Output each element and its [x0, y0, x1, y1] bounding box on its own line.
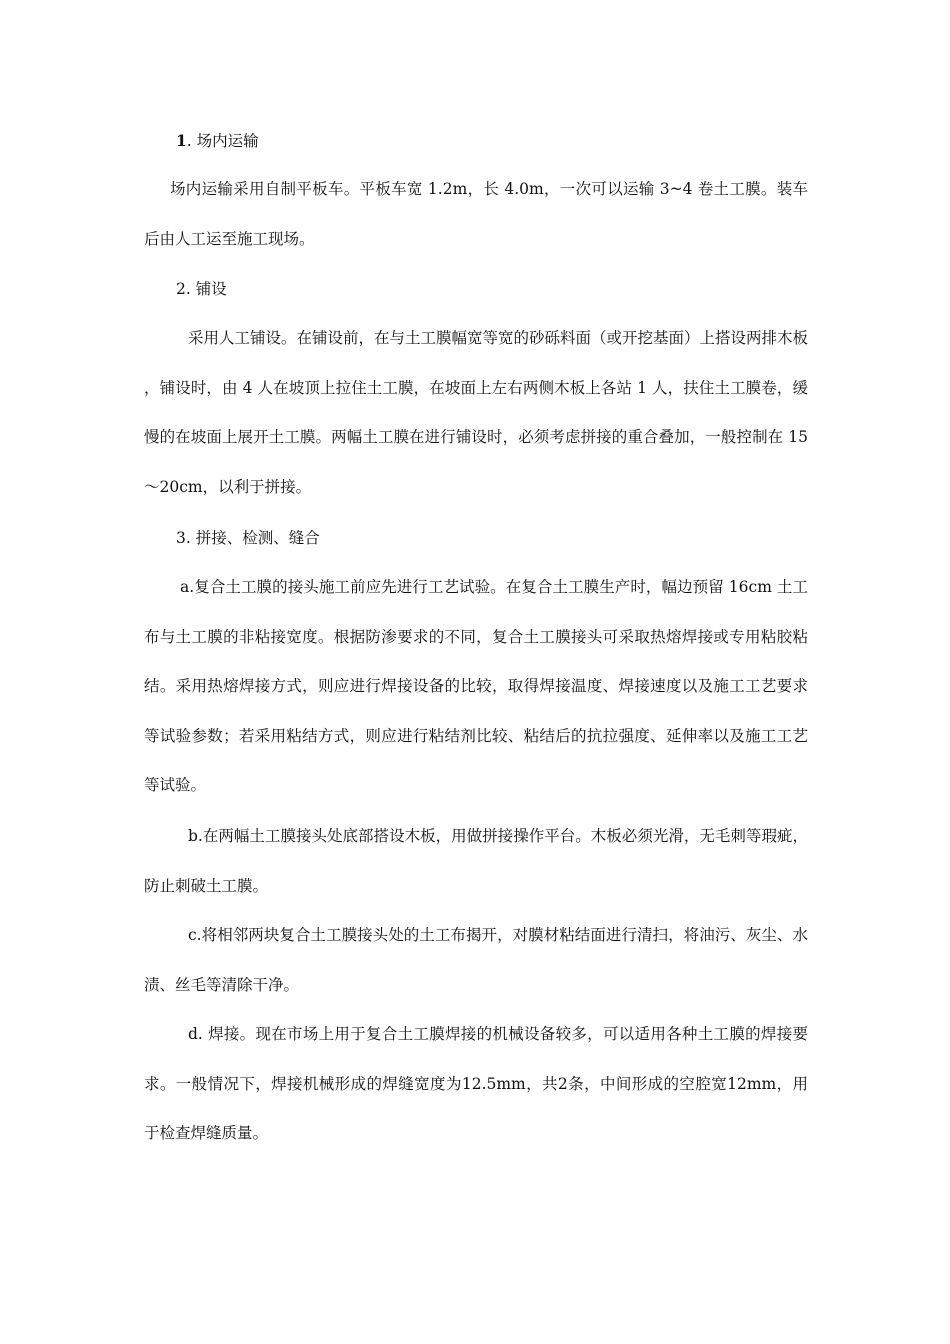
- section-1-number: 1: [176, 131, 187, 150]
- section-1-heading: [176, 116, 840, 167]
- section-3-item-b: b.在两幅土工膜接头处底部搭设木板，用做拼接操作平台。木板必须光滑，无毛刺等瑕疵，防止刺破土工膜。: [144, 827, 808, 895]
- section-3-item-a: a.复合土工膜的接头施工前应先进行工艺试验。在复合土工膜生产时，幅边预留 16cm 土工布与土工膜的非粘接宽度。根据防渗要求的不同，复合土工膜接头可采取热熔焊接或专用粘胶粘结。采用热熔焊接方式，则应进行焊接设备的比较，取得焊接温度、焊接速度以及施工工艺要求等试验参数；若采用粘结方式，则应进行粘结剂比较、粘结后的抗拉强度、延伸率以及施工工艺等试验。: [144, 578, 808, 794]
- section-1-paragraph: 场内运输采用自制平板车。平板车宽 1.2m，长 4.0m，一次可以运输 3~4 卷土工膜。装车后由人工运至施工现场。: [144, 180, 808, 248]
- section-2-heading: 2. 铺设: [176, 280, 227, 298]
- section-3-heading: 3. 拼接、检测、缝合: [176, 529, 320, 547]
- section-3-item-d: d. 焊接。现在市场上用于复合土工膜焊接的机械设备较多，可以适用各种土工膜的焊接要求。一般情况下，焊接机械形成的焊缝宽度为12.5mm，共2条，中间形成的空腔宽12mm，用于检查焊缝质量。: [144, 1025, 808, 1142]
- section-1-title: . 场内运输: [186, 132, 259, 150]
- section-2-paragraph: 采用人工铺设。在铺设前，在与土工膜幅宽等宽的砂砾料面（或开挖基面）上搭设两排木板，铺设时，由 4 人在坡顶上拉住土工膜，在坡面上左右两侧木板上各站 1 人，扶住土工膜卷，缓慢的在坡面上展开土工膜。两幅土工膜在进行铺设时，必须考虑拼接的重合叠加，一般控制在 15～20cm，以利于拼接。: [144, 329, 809, 496]
- section-3-item-c: c.将相邻两块复合土工膜接头处的土工布揭开，对膜材粘结面进行清扫，将油污、灰尘、水渍、丝毛等清除干净。: [144, 926, 808, 994]
